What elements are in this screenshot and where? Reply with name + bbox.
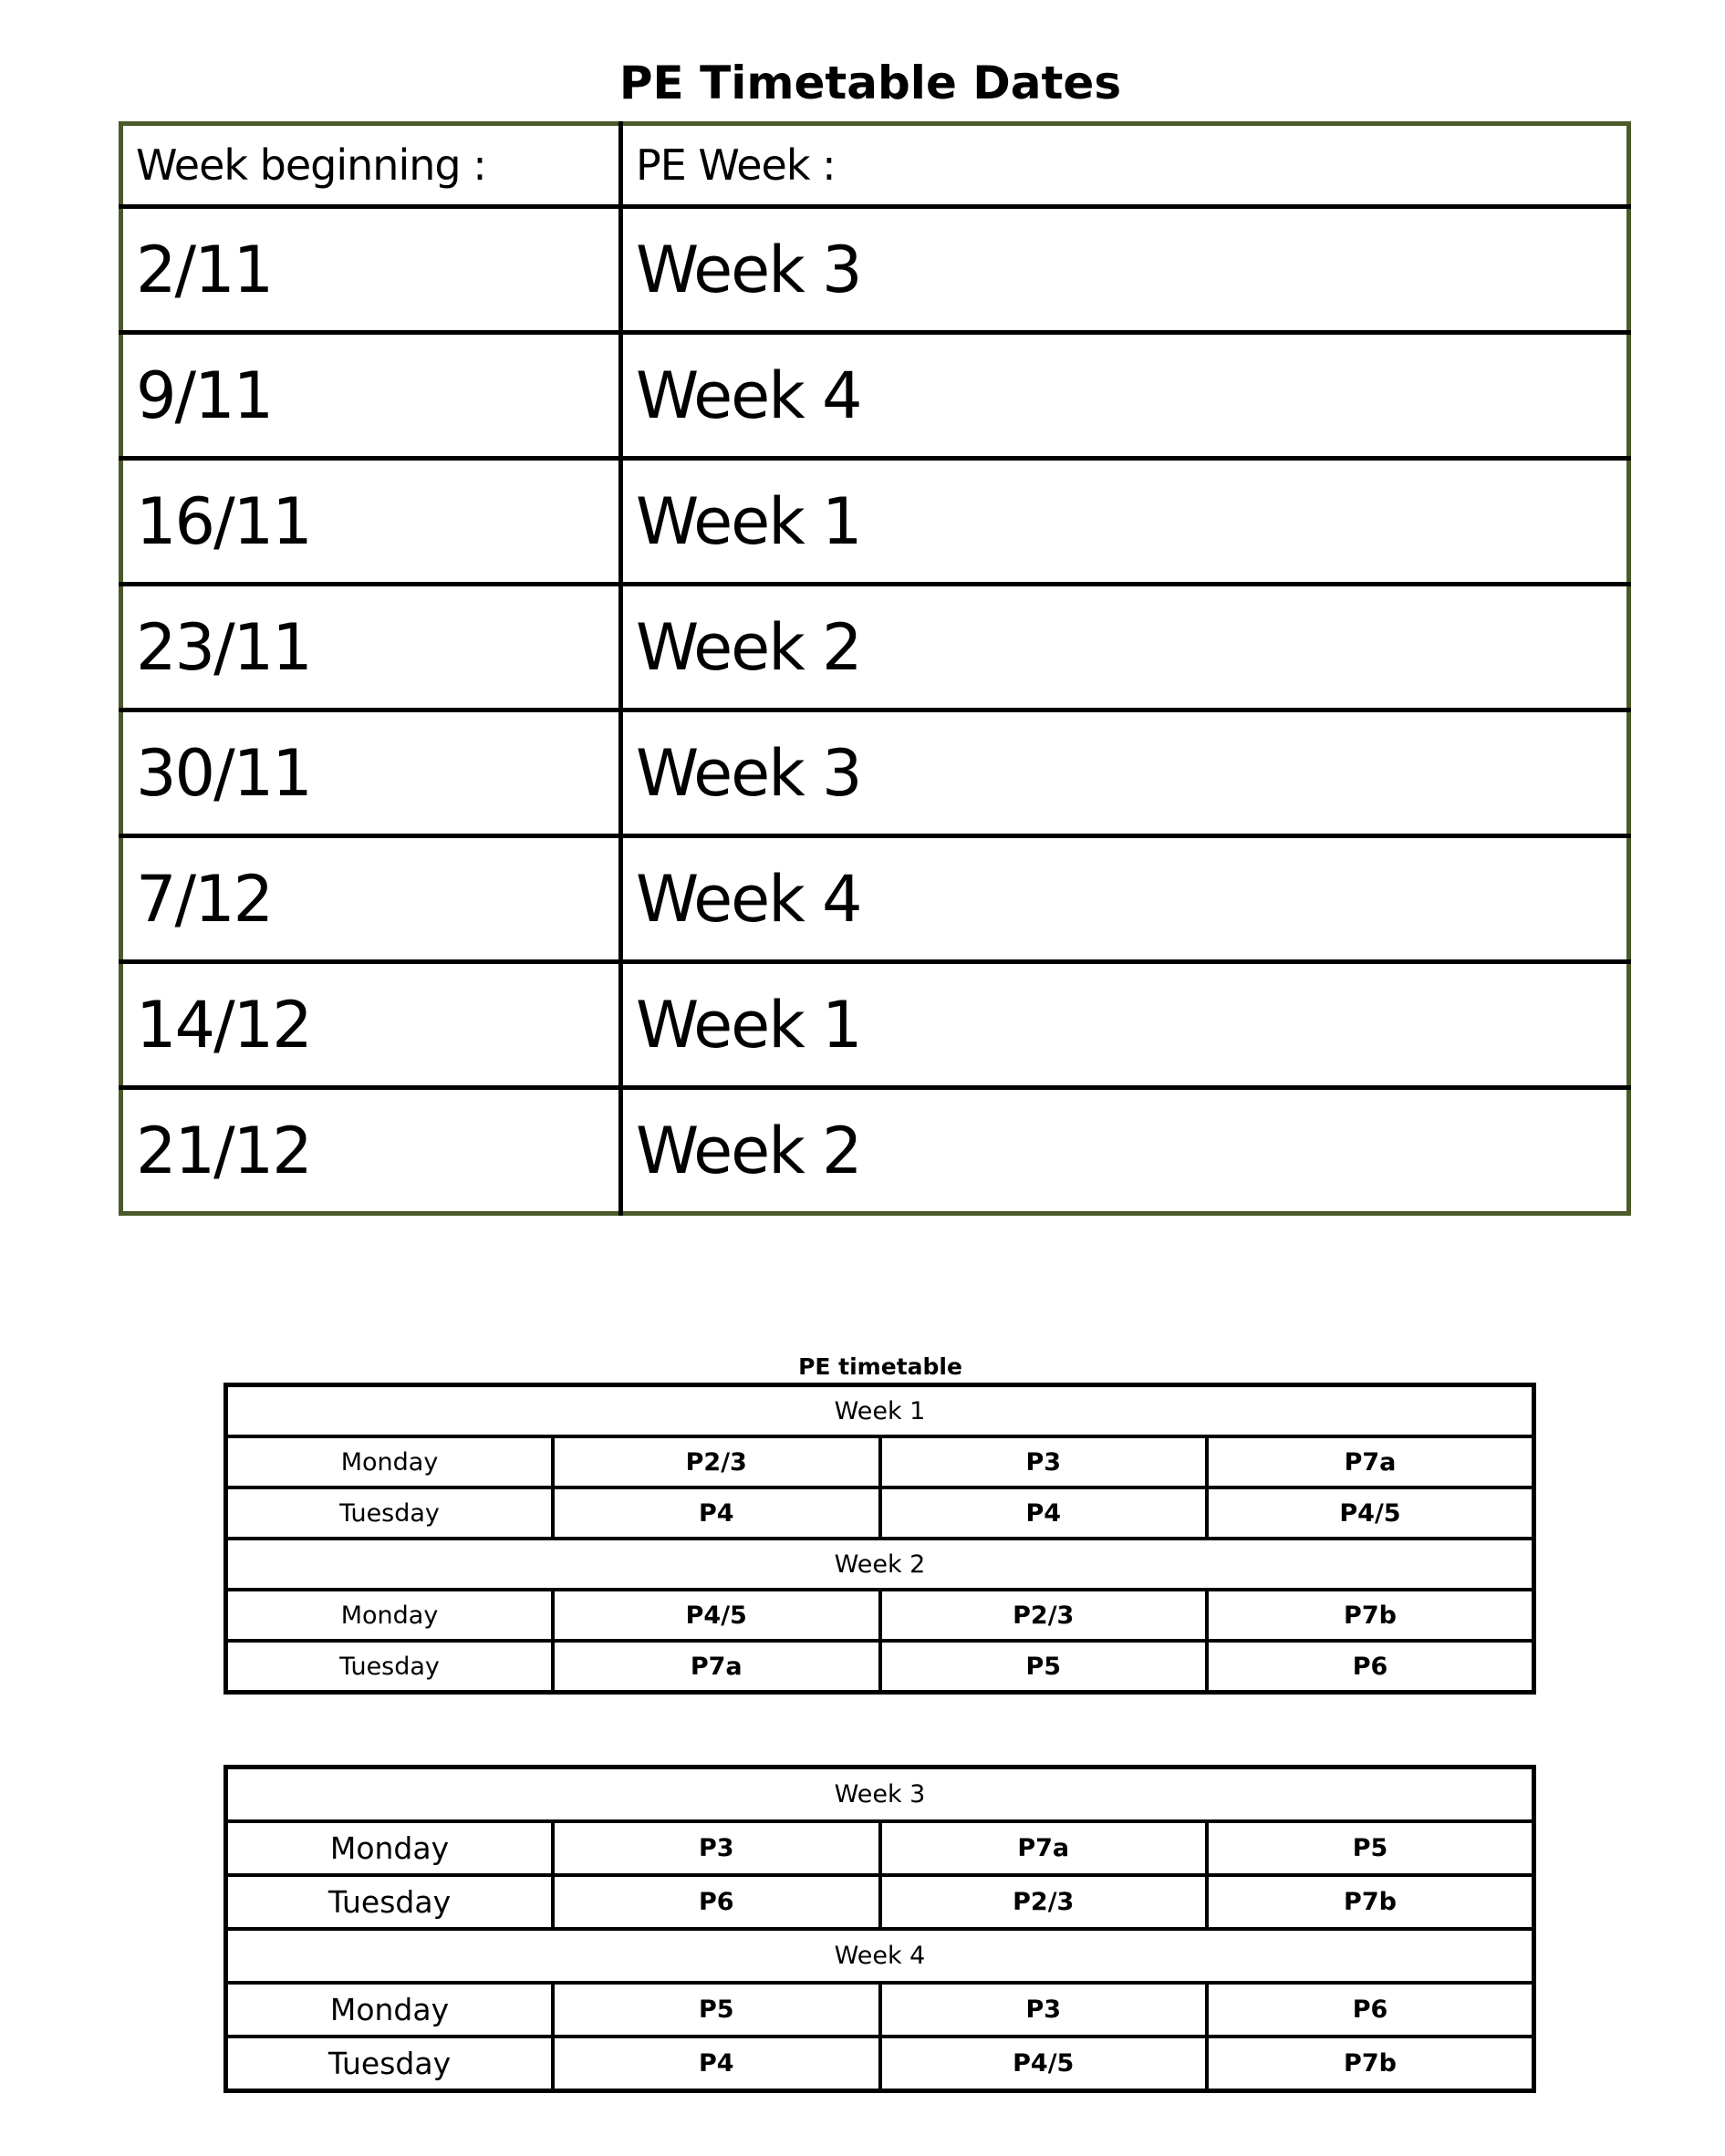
week-header-row <box>226 1385 1534 1437</box>
class-slot: P5 <box>880 1641 1208 1693</box>
week-header-row <box>226 1929 1534 1983</box>
timetable-weeks-1-2 <box>223 1383 1536 1695</box>
day-row <box>226 1821 1534 1875</box>
day-label: Monday <box>226 1983 554 2037</box>
week-beginning-cell: 7/12 <box>121 836 621 962</box>
class-slot: P4 <box>553 1487 880 1539</box>
table-row <box>121 207 1629 333</box>
pe-week-cell: Week 2 <box>621 585 1629 710</box>
pe-week-cell: Week 1 <box>621 962 1629 1088</box>
table-row <box>121 333 1629 459</box>
timetable-title: PE timetable <box>798 1353 962 1380</box>
dates-table-title: PE Timetable Dates <box>618 57 1122 109</box>
class-slot: P4/5 <box>1207 1487 1534 1539</box>
header-week-beginning: Week beginning : <box>121 124 621 207</box>
table-row <box>121 1088 1629 1214</box>
class-slot: P2/3 <box>553 1436 880 1487</box>
class-slot: P7b <box>1207 2037 1534 2091</box>
class-slot: P3 <box>553 1821 880 1875</box>
day-row <box>226 1436 1534 1487</box>
pe-dates-table <box>119 121 1631 1216</box>
class-slot: P5 <box>553 1983 880 2037</box>
day-label: Tuesday <box>226 2037 554 2091</box>
day-row <box>226 1983 1534 2037</box>
class-slot: P6 <box>1207 1641 1534 1693</box>
week-label: Week 3 <box>226 1767 1534 1822</box>
week-label: Week 2 <box>226 1539 1534 1590</box>
timetable-weeks-3-4 <box>223 1765 1536 2093</box>
class-slot: P6 <box>1207 1983 1534 2037</box>
day-row <box>226 2037 1534 2091</box>
pe-week-cell: Week 4 <box>621 333 1629 459</box>
week-label: Week 1 <box>226 1385 1534 1437</box>
class-slot: P7a <box>880 1821 1208 1875</box>
class-slot: P6 <box>553 1875 880 1929</box>
table-row <box>121 962 1629 1088</box>
day-label: Tuesday <box>226 1875 554 1929</box>
class-slot: P4 <box>880 1487 1208 1539</box>
table-row <box>121 459 1629 585</box>
day-label: Tuesday <box>226 1487 554 1539</box>
day-label: Monday <box>226 1590 554 1641</box>
week-beginning-cell: 2/11 <box>121 207 621 333</box>
class-slot: P3 <box>880 1436 1208 1487</box>
class-slot: P7a <box>1207 1436 1534 1487</box>
week-beginning-cell: 16/11 <box>121 459 621 585</box>
table-row <box>121 836 1629 962</box>
day-row <box>226 1641 1534 1693</box>
week-label: Week 4 <box>226 1929 1534 1983</box>
week-beginning-cell: 21/12 <box>121 1088 621 1214</box>
table-row <box>121 710 1629 836</box>
pe-week-cell: Week 3 <box>621 207 1629 333</box>
class-slot: P3 <box>880 1983 1208 2037</box>
day-row <box>226 1590 1534 1641</box>
week-beginning-cell: 23/11 <box>121 585 621 710</box>
class-slot: P4/5 <box>553 1590 880 1641</box>
header-pe-week: PE Week : <box>621 124 1629 207</box>
week-beginning-cell: 30/11 <box>121 710 621 836</box>
header-row <box>121 124 1629 207</box>
week-header-row <box>226 1767 1534 1822</box>
week-beginning-cell: 9/11 <box>121 333 621 459</box>
day-label: Tuesday <box>226 1641 554 1693</box>
class-slot: P4/5 <box>880 2037 1208 2091</box>
class-slot: P2/3 <box>880 1875 1208 1929</box>
day-row <box>226 1487 1534 1539</box>
table-row <box>121 585 1629 710</box>
week-header-row <box>226 1539 1534 1590</box>
day-label: Monday <box>226 1436 554 1487</box>
class-slot: P7a <box>553 1641 880 1693</box>
day-row <box>226 1875 1534 1929</box>
class-slot: P4 <box>553 2037 880 2091</box>
class-slot: P7b <box>1207 1875 1534 1929</box>
week-beginning-cell: 14/12 <box>121 962 621 1088</box>
class-slot: P2/3 <box>880 1590 1208 1641</box>
class-slot: P5 <box>1207 1821 1534 1875</box>
pe-week-cell: Week 4 <box>621 836 1629 962</box>
pe-week-cell: Week 3 <box>621 710 1629 836</box>
class-slot: P7b <box>1207 1590 1534 1641</box>
day-label: Monday <box>226 1821 554 1875</box>
pe-week-cell: Week 1 <box>621 459 1629 585</box>
pe-week-cell: Week 2 <box>621 1088 1629 1214</box>
